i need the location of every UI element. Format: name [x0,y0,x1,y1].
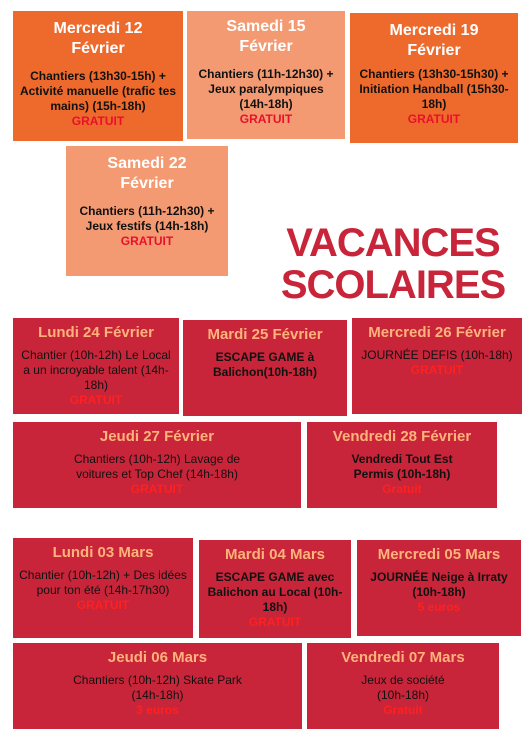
event-card-samedi-15 [187,11,345,139]
event-day: Mercredi 19 [389,22,479,39]
event-month: Février [407,42,461,59]
event-activity: Chantier (10h-12h) + Des idées pour ton été (14h-17h30) [19,568,187,597]
event-price: GRATUIT [248,615,302,629]
event-day: Vendredi 07 Mars [341,649,465,666]
event-activity: JOURNÉE Neige à Irraty (10h-18h) [370,570,508,599]
event-activity: Chantiers (11h-12h30) + Jeux festifs (14h-18h) [79,204,215,233]
event-day: Mardi 04 Mars [224,546,326,563]
event-day: Mercredi 05 Mars [377,546,501,563]
vacances-scolaires-title [262,222,524,306]
event-card-mardi-25 [183,320,347,416]
event-activity: Chantiers (11h-12h30) + Jeux paralympiques (14h-18h) [198,67,334,111]
event-price: GRATUIT [410,363,464,377]
event-card-mercredi-19 [350,13,518,143]
event-day: Mercredi 26 Février [368,324,506,341]
event-price: 5 euros [417,600,461,614]
event-price: GRATUIT [71,114,125,128]
event-card-vendredi-07 [307,643,499,729]
event-day: Lundi 24 Février [38,324,154,341]
event-card-mercredi-12 [13,11,183,141]
event-price: GRATUIT [76,598,130,612]
event-day: Lundi 03 Mars [52,544,154,561]
event-day: Jeudi 06 Mars [107,649,208,666]
event-activity: ESCAPE GAME à Balichon(10h-18h) [212,350,317,379]
event-activity: Vendredi Tout Est Permis (10h-18h) [351,452,453,481]
event-price: Gratuit [383,703,423,717]
event-activity: Chantiers (10h-12h) Lavage de voitures et Top Chef (14h-18h) [73,452,241,481]
title-line-2: SCOLAIRES [280,263,506,307]
event-month: Février [239,38,293,55]
event-price: GRATUIT [407,112,461,126]
event-price: GRATUIT [120,234,174,248]
event-price: 3 euros [136,703,179,717]
event-card-samedi-22 [66,146,228,276]
event-activity: Chantier (10h-12h) Le Local a un incroyable talent (14h-18h) [21,348,171,392]
event-card-jeudi-06 [13,643,302,729]
event-card-mercredi-05 [357,540,521,636]
event-activity: Chantiers (13h30-15h30) + Initiation Handball (15h30-18h) [359,67,509,111]
event-day: Mercredi 12 [53,20,143,37]
event-activity: Chantiers (10h-12h) Skate Park (14h-18h) [73,673,242,702]
event-price: GRATUIT [130,482,184,496]
event-card-lundi-03 [13,538,193,638]
event-card-lundi-24 [13,318,179,414]
event-activity: JOURNÉE DEFIS (10h-18h) [361,348,513,362]
event-price: GRATUIT [69,393,123,407]
event-day: Jeudi 27 Février [99,428,215,445]
event-month: Février [71,40,125,57]
event-card-mercredi-26 [352,318,522,414]
event-price: Gratuit [382,482,422,496]
event-card-mardi-04 [199,540,351,638]
event-price: GRATUIT [239,112,293,126]
event-day: Vendredi 28 Février [332,428,472,445]
event-day: Samedi 15 [226,18,306,35]
event-activity: ESCAPE GAME avec Balichon au Local (10h-18h) [207,570,343,614]
event-day: Mardi 25 Février [207,326,323,343]
title-line-1: VACANCES [286,221,500,265]
event-day: Samedi 22 [107,155,187,172]
event-month: Février [120,175,174,192]
event-activity: Chantiers (13h30-15h) + Activité manuelle (trafic tes mains) (15h-18h) [19,69,177,113]
event-card-jeudi-27 [13,422,301,508]
event-activity: Jeux de société (10h-18h) [361,673,445,702]
event-card-vendredi-28 [307,422,497,508]
